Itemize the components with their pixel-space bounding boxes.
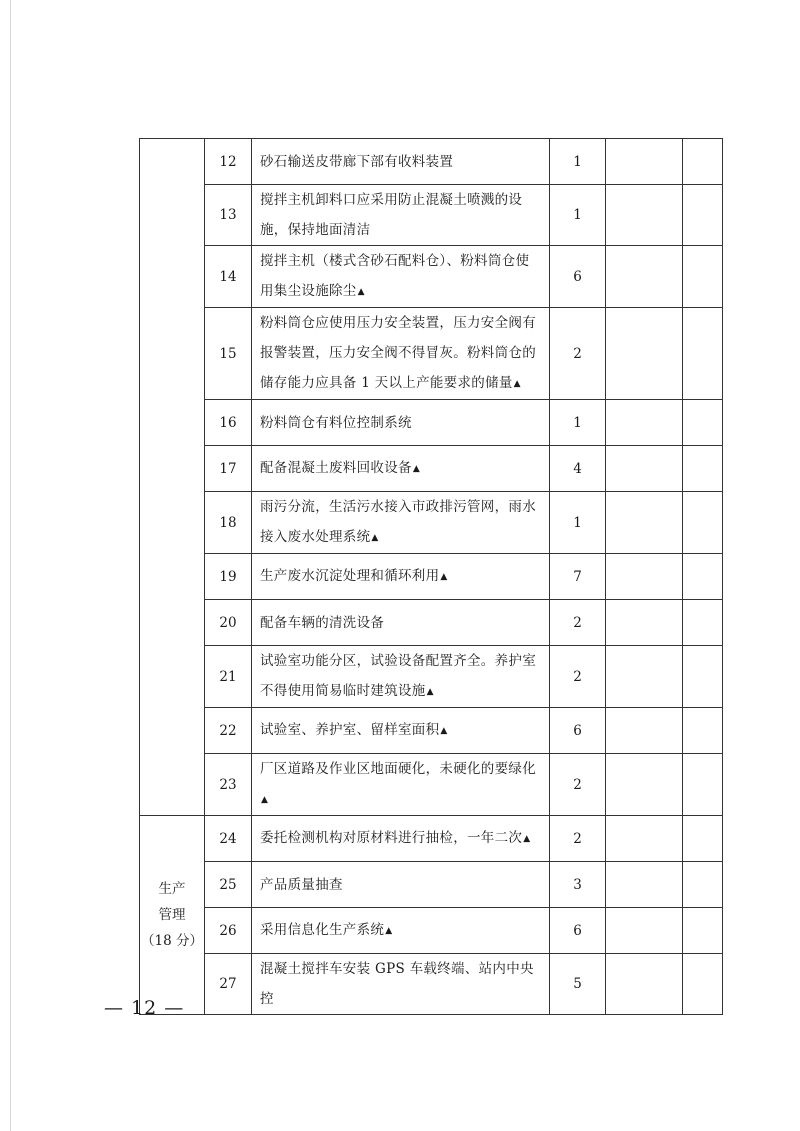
table-row: [140, 908, 723, 954]
item-number: 24: [205, 816, 252, 862]
item-description: 配备车辆的清洗设备: [260, 614, 385, 631]
item-score: 2: [550, 308, 606, 400]
blank-cell: [683, 185, 723, 246]
blank-cell: [606, 246, 683, 308]
item-number: 13: [205, 185, 252, 246]
category-cell-continued: [140, 139, 205, 816]
table-row: [140, 646, 723, 708]
item-score: 1: [550, 185, 606, 246]
item-description: 试验室、养护室、留样室面积: [260, 722, 440, 738]
item-description-cell: [252, 139, 550, 185]
table-row: [140, 492, 723, 554]
item-score: 6: [550, 708, 606, 754]
item-description-cell: [252, 754, 550, 816]
blank-cell: [683, 554, 723, 600]
item-number: 25: [205, 862, 252, 908]
table-row: [140, 554, 723, 600]
blank-cell: [606, 816, 683, 862]
table-row: [140, 185, 723, 246]
blank-cell: [606, 754, 683, 816]
blank-cell: [606, 139, 683, 185]
blank-cell: [606, 554, 683, 600]
item-description-cell: [252, 554, 550, 600]
page-number: — 12 —: [104, 997, 185, 1019]
table-row: [140, 139, 723, 185]
blank-cell: [606, 185, 683, 246]
category-label: 管理: [158, 907, 186, 923]
table-row: [140, 246, 723, 308]
item-number: 15: [205, 308, 252, 400]
item-description: 厂区道路及作业区地面硬化，未硬化的要绿化: [260, 761, 536, 777]
item-score: 2: [550, 816, 606, 862]
blank-cell: [683, 708, 723, 754]
scan-edge-line: [10, 0, 11, 1131]
item-description: 混凝土搅拌车安装 GPS 车载终端、站内中央控: [260, 961, 534, 1007]
key-item-triangle-icon: ▲: [261, 795, 269, 805]
item-description: 雨污分流，生活污水接入市政排污管网，雨水接入废水处理系统: [260, 499, 536, 545]
item-description-cell: [252, 862, 550, 908]
item-description: 粉料筒仓应使用压力安全装置，压力安全阀有报警装置，压力安全阀不得冒灰。粉料筒仓的储存能力应具备 1 天以上产能要求的储量: [260, 315, 536, 391]
item-description: 配备混凝土废料回收设备: [260, 460, 412, 476]
item-description-cell: [252, 708, 550, 754]
key-item-triangle-icon: ▲: [357, 287, 365, 297]
item-description-cell: [252, 816, 550, 862]
item-number: 20: [205, 600, 252, 646]
item-number: 14: [205, 246, 252, 308]
item-description-cell: [252, 908, 550, 954]
blank-cell: [606, 400, 683, 446]
table-row: [140, 446, 723, 492]
item-description: 产品质量抽查: [260, 876, 343, 893]
blank-cell: [683, 139, 723, 185]
item-number: 18: [205, 492, 252, 554]
category-label: 生产: [158, 881, 186, 897]
blank-cell: [606, 908, 683, 954]
item-description: 粉料筒仓有料位控制系统: [260, 414, 412, 431]
item-score: 2: [550, 600, 606, 646]
item-score: 7: [550, 554, 606, 600]
blank-cell: [606, 492, 683, 554]
key-item-triangle-icon: ▲: [440, 572, 448, 582]
blank-cell: [683, 754, 723, 816]
item-score: 1: [550, 400, 606, 446]
item-score: 2: [550, 646, 606, 708]
blank-cell: [683, 600, 723, 646]
key-item-triangle-icon: ▲: [371, 533, 379, 543]
item-description-cell: [252, 954, 550, 1015]
category-production-management: [140, 816, 205, 1015]
key-item-triangle-icon: ▲: [440, 726, 448, 736]
table-row: [140, 954, 723, 1015]
table-row: [140, 708, 723, 754]
blank-cell: [683, 646, 723, 708]
blank-cell: [606, 708, 683, 754]
item-score: 6: [550, 908, 606, 954]
blank-cell: [606, 954, 683, 1015]
blank-cell: [683, 816, 723, 862]
item-description-cell: [252, 446, 550, 492]
item-number: 23: [205, 754, 252, 816]
item-number: 21: [205, 646, 252, 708]
table-row: [140, 754, 723, 816]
table-row: [140, 600, 723, 646]
blank-cell: [683, 492, 723, 554]
item-description-cell: [252, 600, 550, 646]
key-item-triangle-icon: ▲: [426, 687, 434, 697]
key-item-triangle-icon: ▲: [513, 379, 521, 389]
blank-cell: [683, 246, 723, 308]
key-item-triangle-icon: ▲: [523, 834, 531, 844]
item-number: 27: [205, 954, 252, 1015]
table-row: [140, 816, 723, 862]
item-score: 5: [550, 954, 606, 1015]
item-number: 19: [205, 554, 252, 600]
item-description: 搅拌主机（楼式含砂石配料仓）、粉料筒仓使用集尘设施除尘: [260, 253, 530, 299]
item-score: 4: [550, 446, 606, 492]
item-description: 采用信息化生产系统: [260, 922, 385, 938]
table-row: [140, 400, 723, 446]
item-description: 试验室功能分区，试验设备配置齐全。养护室不得使用简易临时建筑设施: [260, 653, 536, 699]
blank-cell: [606, 862, 683, 908]
blank-cell: [683, 446, 723, 492]
item-score: 3: [550, 862, 606, 908]
item-description-cell: [252, 246, 550, 308]
item-description-cell: [252, 492, 550, 554]
blank-cell: [606, 600, 683, 646]
item-number: 17: [205, 446, 252, 492]
blank-cell: [683, 308, 723, 400]
item-description-cell: [252, 646, 550, 708]
blank-cell: [606, 308, 683, 400]
item-score: 6: [550, 246, 606, 308]
blank-cell: [683, 954, 723, 1015]
item-description-cell: [252, 308, 550, 400]
item-score: 2: [550, 754, 606, 816]
category-label: （18 分）: [141, 933, 203, 949]
item-description-cell: [252, 400, 550, 446]
table-row: [140, 308, 723, 400]
score-table: [139, 138, 723, 1015]
blank-cell: [606, 646, 683, 708]
item-description-cell: [252, 185, 550, 246]
item-number: 22: [205, 708, 252, 754]
item-score: 1: [550, 139, 606, 185]
item-number: 26: [205, 908, 252, 954]
blank-cell: [683, 908, 723, 954]
item-score: 1: [550, 492, 606, 554]
key-item-triangle-icon: ▲: [385, 926, 393, 936]
item-description: 砂石输送皮带廊下部有收料装置: [260, 153, 454, 170]
blank-cell: [606, 446, 683, 492]
key-item-triangle-icon: ▲: [412, 464, 421, 474]
item-number: 12: [205, 139, 252, 185]
item-description: 生产废水沉淀处理和循环利用: [260, 568, 440, 584]
blank-cell: [683, 400, 723, 446]
blank-cell: [683, 862, 723, 908]
item-number: 16: [205, 400, 252, 446]
item-description: 搅拌主机卸料口应采用防止混凝土喷溅的设施，保持地面清洁: [260, 192, 523, 238]
item-description: 委托检测机构对原材料进行抽检，一年二次: [260, 830, 523, 846]
table-row: [140, 862, 723, 908]
